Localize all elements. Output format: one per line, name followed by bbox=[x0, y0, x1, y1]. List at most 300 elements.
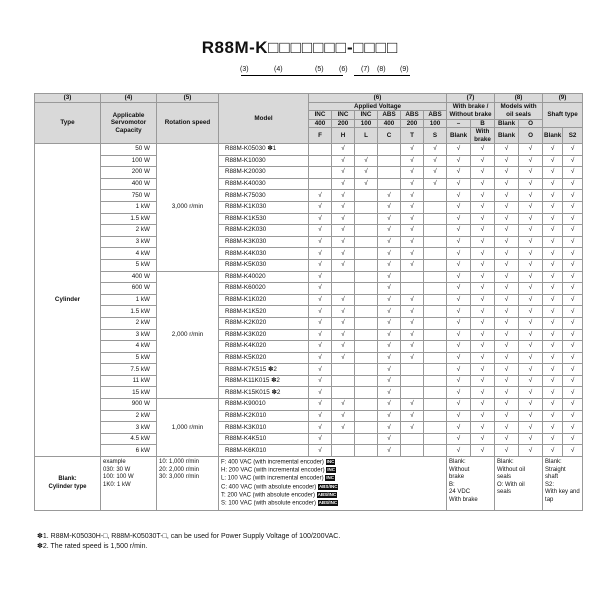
check-mark: √ bbox=[471, 259, 495, 271]
capacity-cell: 3 kW bbox=[101, 329, 157, 341]
capacity-cell: 1 kW bbox=[101, 201, 157, 213]
check-mark: √ bbox=[563, 201, 583, 213]
check-mark: √ bbox=[563, 213, 583, 225]
check-mark: √ bbox=[471, 294, 495, 306]
model-cell: R88M-K7K515 ✽2 bbox=[219, 364, 309, 376]
model-cell: R88M-K40020 bbox=[219, 271, 309, 283]
legend-line: Blank: bbox=[58, 475, 77, 482]
check-mark: √ bbox=[495, 364, 519, 376]
legend-line: brake bbox=[449, 474, 465, 481]
check-mark: √ bbox=[332, 213, 355, 225]
check-mark: √ bbox=[401, 317, 424, 329]
check-mark: √ bbox=[332, 155, 355, 167]
header-code: T bbox=[401, 128, 424, 144]
check-mark: √ bbox=[543, 190, 563, 202]
check-mark: √ bbox=[495, 144, 519, 156]
check-mark: √ bbox=[332, 410, 355, 422]
encoder-badge: ABS/INC bbox=[317, 491, 337, 497]
check-mark: √ bbox=[401, 294, 424, 306]
empty-cell bbox=[332, 387, 355, 399]
capacity-cell: 600 W bbox=[101, 283, 157, 295]
model-cell: R88M-K4K510 bbox=[219, 433, 309, 445]
check-mark: √ bbox=[471, 225, 495, 237]
legend-line: Without oil bbox=[497, 466, 526, 473]
check-mark: √ bbox=[401, 248, 424, 260]
check-mark: √ bbox=[563, 364, 583, 376]
check-mark: √ bbox=[401, 155, 424, 167]
col-num-capacity: (4) bbox=[101, 94, 157, 103]
legend-line: 30: 3,000 r/min bbox=[159, 474, 200, 481]
check-mark: √ bbox=[519, 387, 543, 399]
capacity-cell: 400 W bbox=[101, 271, 157, 283]
encoder-badge: ABS/INC bbox=[318, 483, 338, 489]
legend-voltage-text: H: 200 VAC (with incremental encoder) bbox=[221, 467, 327, 474]
check-mark: √ bbox=[563, 445, 583, 457]
empty-cell bbox=[401, 375, 424, 387]
check-mark: √ bbox=[563, 306, 583, 318]
table-row bbox=[35, 167, 583, 179]
legend-line: Straight shaft bbox=[545, 466, 566, 481]
capacity-cell: 1.5 kW bbox=[101, 213, 157, 225]
capacity-cell: 50 W bbox=[101, 144, 157, 156]
table-row bbox=[35, 259, 583, 271]
header-encoder: INC bbox=[355, 111, 378, 120]
check-mark: √ bbox=[378, 329, 401, 341]
model-cell: R88M-K4K030 bbox=[219, 248, 309, 260]
empty-cell bbox=[332, 445, 355, 457]
empty-cell bbox=[424, 375, 447, 387]
check-mark: √ bbox=[378, 387, 401, 399]
model-cell: R88M-K05030 ✽1 bbox=[219, 144, 309, 156]
empty-cell bbox=[424, 387, 447, 399]
legend-capacity bbox=[101, 457, 157, 511]
col-num-type: (3) bbox=[35, 94, 101, 103]
table-row bbox=[35, 236, 583, 248]
check-mark: √ bbox=[563, 375, 583, 387]
table-row bbox=[35, 352, 583, 364]
check-mark: √ bbox=[447, 306, 471, 318]
check-mark: √ bbox=[563, 341, 583, 353]
check-mark: √ bbox=[471, 190, 495, 202]
check-mark: √ bbox=[332, 190, 355, 202]
check-mark: √ bbox=[471, 399, 495, 411]
empty-cell bbox=[424, 410, 447, 422]
model-cell: R88M-K3K010 bbox=[219, 422, 309, 434]
legend-row bbox=[35, 457, 583, 511]
check-mark: √ bbox=[471, 178, 495, 190]
check-mark: √ bbox=[563, 190, 583, 202]
check-mark: √ bbox=[332, 352, 355, 364]
code-label: (8) bbox=[377, 66, 386, 73]
check-mark: √ bbox=[447, 317, 471, 329]
empty-cell bbox=[424, 399, 447, 411]
footnotes bbox=[37, 532, 340, 552]
check-mark: √ bbox=[543, 294, 563, 306]
capacity-cell: 7.5 kW bbox=[101, 364, 157, 376]
legend-voltage-text: S: 100 VAC (with absolute encoder) bbox=[221, 500, 318, 507]
model-cell: R88M-K20030 bbox=[219, 167, 309, 179]
check-mark: √ bbox=[401, 259, 424, 271]
check-mark: √ bbox=[563, 155, 583, 167]
check-mark: √ bbox=[332, 225, 355, 237]
header-rotation: Rotation speed bbox=[157, 102, 219, 144]
capacity-cell: 2 kW bbox=[101, 317, 157, 329]
check-mark: √ bbox=[471, 271, 495, 283]
empty-cell bbox=[332, 375, 355, 387]
legend-line: 030: 30 W bbox=[103, 466, 131, 473]
table-row bbox=[35, 364, 583, 376]
header-encoder: ABS bbox=[378, 111, 401, 120]
check-mark: √ bbox=[519, 364, 543, 376]
check-mark: √ bbox=[332, 329, 355, 341]
check-mark: √ bbox=[309, 387, 332, 399]
check-mark: √ bbox=[309, 294, 332, 306]
check-mark: √ bbox=[471, 387, 495, 399]
check-mark: √ bbox=[378, 283, 401, 295]
empty-cell bbox=[332, 364, 355, 376]
check-mark: √ bbox=[447, 283, 471, 295]
empty-cell bbox=[401, 387, 424, 399]
check-mark: √ bbox=[471, 306, 495, 318]
model-cell: R88M-K1K530 bbox=[219, 213, 309, 225]
empty-cell bbox=[355, 445, 378, 457]
check-mark: √ bbox=[332, 422, 355, 434]
check-mark: √ bbox=[332, 248, 355, 260]
check-mark: √ bbox=[378, 364, 401, 376]
capacity-cell: 100 W bbox=[101, 155, 157, 167]
check-mark: √ bbox=[309, 317, 332, 329]
check-mark: √ bbox=[309, 248, 332, 260]
empty-cell bbox=[355, 283, 378, 295]
check-mark: √ bbox=[519, 201, 543, 213]
check-mark: √ bbox=[332, 294, 355, 306]
check-mark: √ bbox=[447, 213, 471, 225]
model-cell: R88M-K2K020 bbox=[219, 317, 309, 329]
check-mark: √ bbox=[543, 283, 563, 295]
check-mark: √ bbox=[309, 329, 332, 341]
check-mark: √ bbox=[424, 167, 447, 179]
check-mark: √ bbox=[378, 306, 401, 318]
check-mark: √ bbox=[355, 155, 378, 167]
check-mark: √ bbox=[378, 445, 401, 457]
check-mark: √ bbox=[309, 306, 332, 318]
check-mark: √ bbox=[543, 445, 563, 457]
model-cell: R88M-K60020 bbox=[219, 283, 309, 295]
empty-cell bbox=[355, 375, 378, 387]
check-mark: √ bbox=[378, 213, 401, 225]
check-mark: √ bbox=[401, 329, 424, 341]
model-cell: R88M-K1K030 bbox=[219, 201, 309, 213]
check-mark: √ bbox=[563, 259, 583, 271]
legend-voltage-line bbox=[221, 484, 444, 492]
check-mark: √ bbox=[495, 248, 519, 260]
check-mark: √ bbox=[401, 144, 424, 156]
legend-line: Without bbox=[449, 466, 470, 473]
check-mark: √ bbox=[447, 271, 471, 283]
check-mark: √ bbox=[519, 225, 543, 237]
empty-cell bbox=[309, 155, 332, 167]
check-mark: √ bbox=[378, 341, 401, 353]
legend-voltage-line bbox=[221, 500, 444, 508]
capacity-cell: 2 kW bbox=[101, 225, 157, 237]
check-mark: √ bbox=[471, 201, 495, 213]
check-mark: √ bbox=[447, 341, 471, 353]
check-mark: √ bbox=[519, 271, 543, 283]
legend-shaft bbox=[543, 457, 583, 511]
legend-voltage-text: L: 100 VAC (with incremental encoder) bbox=[221, 475, 326, 482]
check-mark: √ bbox=[309, 283, 332, 295]
code-position-labels bbox=[0, 66, 600, 78]
check-mark: √ bbox=[447, 410, 471, 422]
legend-line: 100: 100 W bbox=[103, 474, 134, 481]
check-mark: √ bbox=[447, 387, 471, 399]
code-label: (7) bbox=[361, 66, 370, 73]
check-mark: √ bbox=[471, 422, 495, 434]
empty-cell bbox=[355, 236, 378, 248]
check-mark: √ bbox=[332, 236, 355, 248]
table-row bbox=[35, 329, 583, 341]
model-cell: R88M-K1K020 bbox=[219, 294, 309, 306]
table-row bbox=[35, 144, 583, 156]
check-mark: √ bbox=[401, 306, 424, 318]
empty-cell bbox=[355, 387, 378, 399]
col-num-brake: (7) bbox=[447, 94, 495, 103]
code-label: (3) bbox=[240, 66, 249, 73]
check-mark: √ bbox=[447, 201, 471, 213]
empty-cell bbox=[355, 341, 378, 353]
check-mark: √ bbox=[519, 329, 543, 341]
code-label: (4) bbox=[274, 66, 283, 73]
model-prefix: R88M-K bbox=[201, 38, 269, 57]
check-mark: √ bbox=[495, 259, 519, 271]
check-mark: √ bbox=[519, 144, 543, 156]
check-mark: √ bbox=[447, 445, 471, 457]
legend-rotation bbox=[157, 457, 219, 511]
check-mark: √ bbox=[447, 155, 471, 167]
header-volts: 100 bbox=[424, 119, 447, 128]
check-mark: √ bbox=[519, 445, 543, 457]
empty-cell bbox=[401, 283, 424, 295]
check-mark: √ bbox=[401, 422, 424, 434]
check-mark: √ bbox=[563, 387, 583, 399]
header-voltage: Applied Voltage bbox=[309, 102, 447, 111]
col-num-shaft: (9) bbox=[543, 94, 583, 103]
check-mark: √ bbox=[495, 422, 519, 434]
check-mark: √ bbox=[495, 352, 519, 364]
empty-cell bbox=[355, 144, 378, 156]
check-mark: √ bbox=[563, 317, 583, 329]
legend-line: With brake bbox=[449, 497, 478, 503]
header-volts: 400 bbox=[309, 119, 332, 128]
capacity-cell: 11 kW bbox=[101, 375, 157, 387]
footnote-2: ✽2. The rated speed is 1,500 r/min. bbox=[37, 543, 148, 550]
check-mark: √ bbox=[471, 155, 495, 167]
legend-line: 10: 1,000 r/min bbox=[159, 459, 200, 466]
check-mark: √ bbox=[519, 236, 543, 248]
capacity-cell: 15 kW bbox=[101, 387, 157, 399]
check-mark: √ bbox=[519, 178, 543, 190]
empty-cell bbox=[355, 410, 378, 422]
check-mark: √ bbox=[447, 352, 471, 364]
check-mark: √ bbox=[495, 329, 519, 341]
check-mark: √ bbox=[332, 341, 355, 353]
check-mark: √ bbox=[447, 144, 471, 156]
check-mark: √ bbox=[519, 422, 543, 434]
check-mark: √ bbox=[495, 294, 519, 306]
empty-cell bbox=[309, 167, 332, 179]
check-mark: √ bbox=[471, 352, 495, 364]
rotation-speed-cell: 3,000 r/min bbox=[157, 144, 219, 272]
check-mark: √ bbox=[378, 201, 401, 213]
check-mark: √ bbox=[543, 399, 563, 411]
table-row bbox=[35, 201, 583, 213]
empty-cell bbox=[355, 306, 378, 318]
empty-cell bbox=[424, 213, 447, 225]
check-mark: √ bbox=[519, 190, 543, 202]
legend-line: seals bbox=[497, 474, 512, 481]
check-mark: √ bbox=[495, 341, 519, 353]
legend-voltage-line bbox=[221, 467, 444, 475]
check-mark: √ bbox=[519, 341, 543, 353]
check-mark: √ bbox=[519, 317, 543, 329]
table-row bbox=[35, 387, 583, 399]
check-mark: √ bbox=[543, 271, 563, 283]
header-oil-code: Blank bbox=[495, 119, 519, 128]
check-mark: √ bbox=[332, 201, 355, 213]
check-mark: √ bbox=[332, 178, 355, 190]
legend-voltage-text: C: 400 VAC (with absolute encoder) bbox=[221, 484, 318, 491]
check-mark: √ bbox=[495, 190, 519, 202]
check-mark: √ bbox=[519, 248, 543, 260]
table-row bbox=[35, 155, 583, 167]
legend-line: O: With oil bbox=[497, 481, 525, 488]
capacity-cell: 750 W bbox=[101, 190, 157, 202]
check-mark: √ bbox=[543, 387, 563, 399]
header-code: H bbox=[332, 128, 355, 144]
model-cell: R88M-K11K015 ✽2 bbox=[219, 375, 309, 387]
model-cell: R88M-K40030 bbox=[219, 178, 309, 190]
check-mark: √ bbox=[378, 375, 401, 387]
check-mark: √ bbox=[471, 283, 495, 295]
check-mark: √ bbox=[309, 213, 332, 225]
check-mark: √ bbox=[378, 225, 401, 237]
check-mark: √ bbox=[378, 399, 401, 411]
header-code: S bbox=[424, 128, 447, 144]
table-row bbox=[35, 248, 583, 260]
empty-cell bbox=[355, 433, 378, 445]
check-mark: √ bbox=[378, 294, 401, 306]
empty-cell bbox=[424, 225, 447, 237]
check-mark: √ bbox=[447, 433, 471, 445]
legend-line: example bbox=[103, 459, 126, 466]
header-encoder: INC bbox=[332, 111, 355, 120]
check-mark: √ bbox=[332, 259, 355, 271]
check-mark: √ bbox=[447, 178, 471, 190]
check-mark: √ bbox=[495, 271, 519, 283]
legend-voltage bbox=[219, 457, 447, 511]
legend-brake bbox=[447, 457, 495, 511]
legend-line: S2: bbox=[545, 481, 555, 488]
capacity-cell: 6 kW bbox=[101, 445, 157, 457]
check-mark: √ bbox=[424, 155, 447, 167]
check-mark: √ bbox=[543, 248, 563, 260]
legend-line: Blank: bbox=[449, 459, 466, 466]
check-mark: √ bbox=[447, 225, 471, 237]
legend-line: Cylinder type bbox=[48, 483, 87, 490]
servomotor-model-table bbox=[34, 93, 583, 511]
capacity-cell: 5 kW bbox=[101, 352, 157, 364]
header-shaft-code: Blank bbox=[543, 128, 563, 144]
header-brake-code: – bbox=[447, 119, 471, 128]
check-mark: √ bbox=[563, 329, 583, 341]
check-mark: √ bbox=[378, 317, 401, 329]
check-mark: √ bbox=[495, 410, 519, 422]
check-mark: √ bbox=[424, 144, 447, 156]
capacity-cell: 1.5 kW bbox=[101, 306, 157, 318]
check-mark: √ bbox=[447, 190, 471, 202]
legend-line: With key and bbox=[545, 489, 580, 496]
check-mark: √ bbox=[543, 364, 563, 376]
check-mark: √ bbox=[563, 410, 583, 422]
header-code: C bbox=[378, 128, 401, 144]
header-encoder: INC bbox=[309, 111, 332, 120]
check-mark: √ bbox=[378, 352, 401, 364]
check-mark: √ bbox=[401, 410, 424, 422]
check-mark: √ bbox=[378, 259, 401, 271]
check-mark: √ bbox=[401, 213, 424, 225]
empty-cell bbox=[424, 364, 447, 376]
table-row bbox=[35, 283, 583, 295]
check-mark: √ bbox=[378, 433, 401, 445]
check-mark: √ bbox=[309, 422, 332, 434]
check-mark: √ bbox=[563, 399, 583, 411]
legend-voltage-text: T: 200 VAC (with absolute encoder) bbox=[221, 492, 317, 499]
empty-cell bbox=[378, 167, 401, 179]
model-cell: R88M-K15K015 ✽2 bbox=[219, 387, 309, 399]
empty-cell bbox=[424, 352, 447, 364]
legend-oil bbox=[495, 457, 543, 511]
check-mark: √ bbox=[401, 178, 424, 190]
capacity-cell: 4.5 kW bbox=[101, 433, 157, 445]
check-mark: √ bbox=[543, 433, 563, 445]
check-mark: √ bbox=[519, 306, 543, 318]
header-code: Blank bbox=[447, 128, 471, 144]
header-volts: 200 bbox=[401, 119, 424, 128]
model-cell: R88M-K6K010 bbox=[219, 445, 309, 457]
empty-cell bbox=[401, 271, 424, 283]
empty-cell bbox=[378, 155, 401, 167]
legend-voltage-line bbox=[221, 492, 444, 500]
rotation-speed-cell: 2,000 r/min bbox=[157, 271, 219, 399]
check-mark: √ bbox=[543, 213, 563, 225]
table-row bbox=[35, 433, 583, 445]
check-mark: √ bbox=[543, 167, 563, 179]
check-mark: √ bbox=[543, 410, 563, 422]
check-mark: √ bbox=[332, 317, 355, 329]
check-mark: √ bbox=[447, 375, 471, 387]
check-mark: √ bbox=[495, 306, 519, 318]
check-mark: √ bbox=[563, 294, 583, 306]
empty-cell bbox=[355, 329, 378, 341]
check-mark: √ bbox=[309, 445, 332, 457]
empty-cell bbox=[309, 144, 332, 156]
check-mark: √ bbox=[447, 364, 471, 376]
empty-cell bbox=[424, 329, 447, 341]
rotation-speed-cell: 1,000 r/min bbox=[157, 399, 219, 457]
header-shaft-code: S2 bbox=[563, 128, 583, 144]
model-cell: R88M-K10030 bbox=[219, 155, 309, 167]
check-mark: √ bbox=[543, 422, 563, 434]
